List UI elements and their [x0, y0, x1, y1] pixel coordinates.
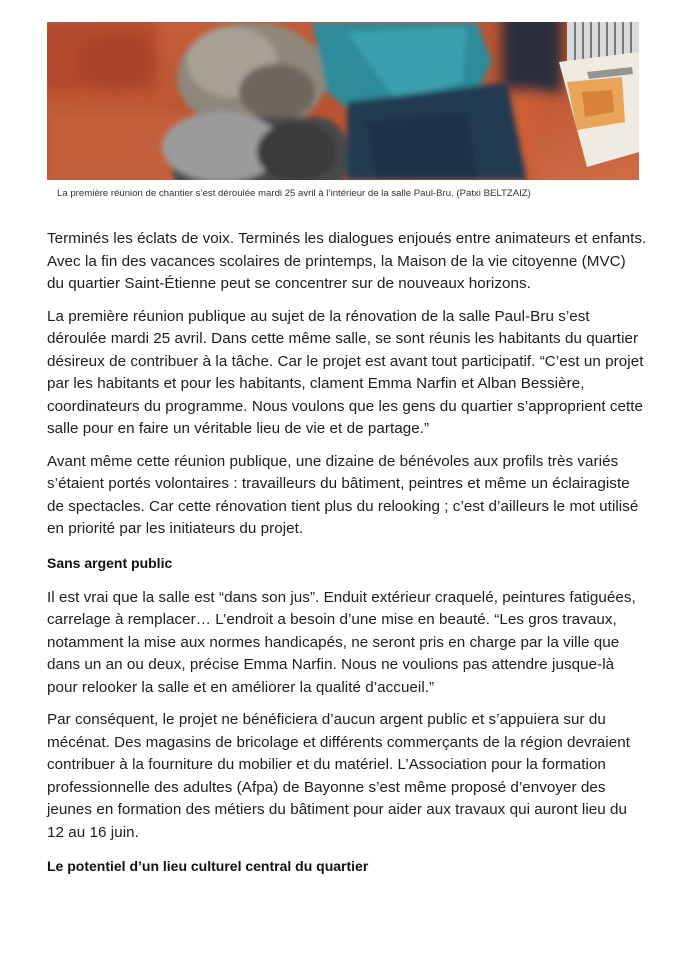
article-body: [47, 228, 647, 890]
photo-illustration: [47, 22, 639, 180]
photo-caption: La première réunion de chantier s’est déroulée mardi 25 avril à l’intérieur de la salle Paul-Bru. (Patxi BELTZAIZ): [57, 188, 531, 199]
article-photo: [47, 22, 639, 180]
section-heading: Le potentiel d’un lieu culturel central du quartier: [47, 858, 369, 874]
section-heading: Sans argent public: [47, 554, 173, 571]
paragraph: La première réunion publique au sujet de la rénovation de la salle Paul-Bru s’est déroulée mardi 25 avril. Dans cette même salle, se sont réunis les habitants du quartier désireux de contribuer à la tâche. Car le projet est avant tout participatif. “C’est un projet par les habitants et pour les habitants, clament Emma Narfin et Alban Bessière, coordinateurs du programme. Nous voulons que les gens du quartier s’approprient cette salle pour en faire un véritable lieu de vie et de partage.”: [47, 307, 644, 437]
paragraph: Il est vrai que la salle est “dans son jus”. Enduit extérieur craquelé, peintures fatiguées, carrelage à remplacer… L’endroit a besoin d’une mise en beauté. “Les gros travaux, notamment la mise aux normes handicapés, ne seront pris en charge par la ville que dans un an ou deux, précise Emma Narfin. Nous ne voulions pas attendre jusque-là pour relooker la salle et en améliorer la qualité d’accueil.”: [47, 588, 636, 696]
paragraph: Par conséquent, le projet ne bénéficiera d’aucun argent public et s’appuiera sur du mécénat. Des magasins de bricolage et différents commerçants de la région devraient contribuer à la fourniture du mobilier et du matériel. L’Association pour la formation professionnelle des adultes (Afpa) de Bayonne s’est même proposé d’envoyer des jeunes en formation des métiers du bâtiment pour aider aux travaux qui auront lieu du 12 au 16 juin.: [47, 711, 630, 841]
paragraph: Avant même cette réunion publique, une dizaine de bénévoles aux profils très variés s’étaient portés volontaires : travailleurs du bâtiment, peintres et même un éclairagiste de spectacles. Car cette rénovation tient plus du relooking ; c’est d’ailleurs le mot utilisé en priorité par les initiateurs du projet.: [47, 452, 639, 537]
paragraph: Terminés les éclats de voix. Terminés les dialogues enjoués entre animateurs et enfants. Avec la fin des vacances scolaires de printemps, la Maison de la vie citoyenne (MVC) du quartier Saint-Étienne peut se concentrer sur de nouveaux horizons.: [47, 230, 647, 292]
